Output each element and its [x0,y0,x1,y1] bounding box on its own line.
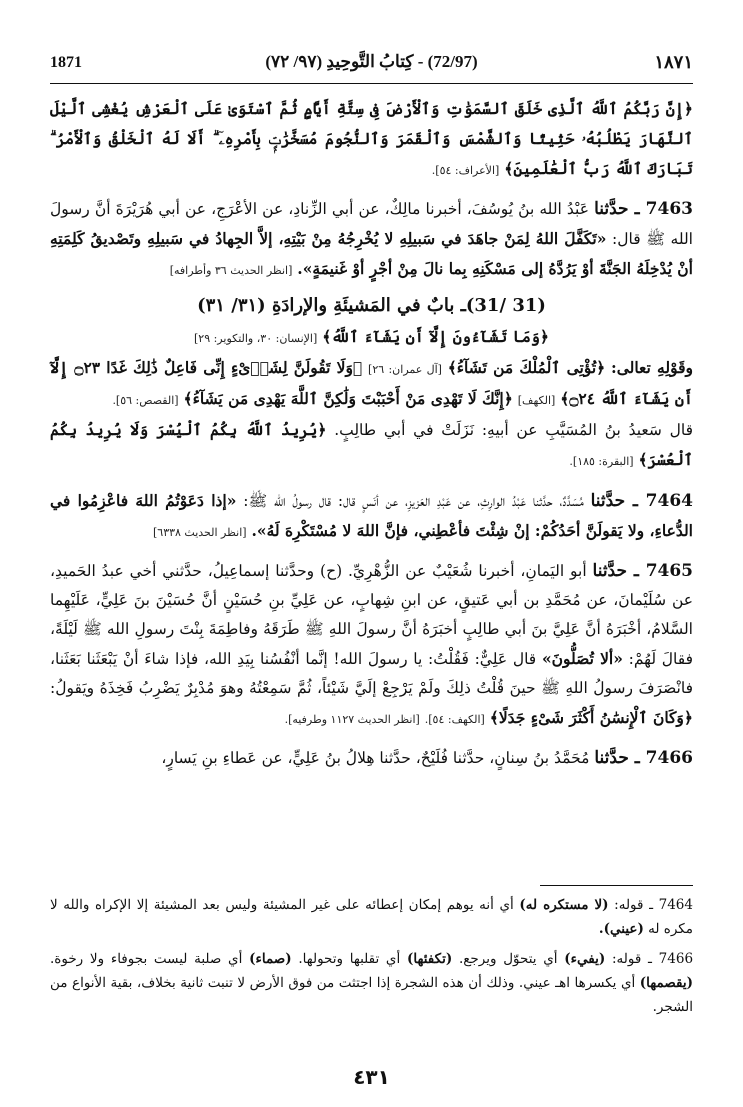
verse-3: ﴿إِنَّكَ لَا تَهْدِى مَنْ أَحْبَبْتَ وَلَٰكِنَّ ٱللَّهَ يَهْدِى مَن يَشَآءُ﴾ [183,389,513,408]
chapter-verses-paragraph [50,353,693,415]
footnote-7466 [50,947,693,1019]
qawluhu-label: وقَوْلِهِ تعالى: [610,358,693,377]
verse-1: ﴿تُؤْتِى ٱلْمُلْكَ مَن تَشَآءُ﴾ [447,358,606,377]
hadith-reference: [انظر الحديث ٣٦ وأطرافه] [169,264,293,277]
footnote-label: 7466 ـ قوله: [611,951,694,967]
verse-2: ﴿وَلَا تَقُولَنَّ لِشَا۟ىْءٍ إِنِّى فَاعِلٌ ذَٰلِكَ غَدًا ۝٢٣ إِلَّآ أَن يَشَآءَ ٱللَّهُ ۝٢٤﴾ [50,358,693,408]
musayyab-text: قال سَعيدُ بنُ المُسَيَّبِ عن أبيهِ: نَزَلَتْ في أبي طالِبٍ. [334,421,693,439]
hadith-text: مُحَمَّدُ بنُ سِنانٍ، حدَّثنا فُلَيْحٌ، حدَّثنا هِلالُ بنُ عَلِيٍّ، عن عَطاءِ بنِ يَسارٍ، [161,749,590,767]
hadith-text: أبو اليَمانِ، أخبرنا شُعَيْبٌ عن الزُّهْرِيِّ. (ح) وحدَّثنا إسماعِيلُ، حدَّثني أخي عبدُ الحَميدِ، عن سُلَيْمانَ، عن مُحَمَّدِ بن أبي عَتيقٍ، عن ابنِ شِهابٍ، عن عَلِيِّ بنِ حُسَيْنٍ أنَّ حُسَيْنَ بنَ عَلِيٍّ، عَلَيْهِما السَّلامُ، أخْبَرَهُ أنَّ عَلِيَّ بنَ أبي طالِبٍ أخبَرَهُ أنَّ رسولَ اللهِ ﷺ طَرَقَهُ وفاطِمَةَ بِنْتَ رسولِ الله ﷺ لَيْلَةً، فقالَ لَهُمْ: [50,562,693,668]
main-text [50,94,693,773]
verse-reference: [الأعراف: ٥٤]. [431,164,500,177]
hadith-reference: [انظر الحديث ١١٢٧ وطرفيه]. [284,713,420,726]
footnote-text: أي يكسرها اهـ عيني. وذلك أن هذه الشجرة إذا اجتثت من فوق الأرض لا تنبت ثانية بخلاف، بقية الأنواع من الشجر. [50,975,693,1015]
hadith-isnad: مُسَدَّدٌ، حدَّثنا عَبْدُ الوارِثِ، عن عَبْدِ العَزيزِ، عن أنَسٍ قال: قال رسولُ الله ﷺ: [243,492,584,510]
hadith-number: 7464 ـ حدَّثنا [590,491,693,511]
musayyab-paragraph [50,415,693,476]
hadith-isnad: عَبْدُ الله بنُ يُوسُفَ، أخبرنا مالِكٌ، عن أبي الزِّنادِ، عن الأعْرَجِ، عن أبي هُرَيْرَةَ أنَّ رسولَ الله ﷺ قال: [50,200,693,248]
hadith-matn: «إذا دَعَوْتُمُ اللهَ فاعْزِمُوا في الدُّعاءِ، ولا يَقولَنَّ أحَدُكُمْ: إنْ شِئْتَ فأعْطِني، فإنَّ اللهَ لا مُسْتَكْرِهَ لَهُ». [50,491,693,540]
chapter-verse: ﴿وَمَا تَشَآءُونَ إِلَّآ أَن يَشَآءَ ٱللَّهُ﴾ [322,327,549,346]
footnote-text: أي صلبة ليست بجوفاء ولا رخوة. [50,951,243,967]
hadith-verse-reference: [الكهف: ٥٤]. [424,713,485,726]
verse-1-reference: [آل عمران: ٢٦] [368,363,442,376]
running-header [50,50,693,80]
hadith-matn: «ألا تُصَلُّونَ» [541,649,623,668]
verse-3-reference: [القصص: ٥٦]. [112,394,179,407]
footnote-keyword: (لا مستكره له) [519,897,609,913]
footnote-keyword: (يفيء) [564,951,606,967]
footer-page-number: ٤٣١ [353,1065,390,1089]
hadith-matn: «تَكَفَّلَ اللهُ لِمَنْ جاهَدَ في سَبيلِهِ لا يُخْرِجُهُ مِنْ بَيْتِهِ، إلاَّ الجِهادُ في سَبيلِهِ وتَصْديقُ كَلِمَتِهِ أنْ يُدْخِلَهُ الجَنَّةَ أوْ يَرُدَّهُ إلى مَسْكَنِهِ بِما نالَ مِنْ أجْرٍ أوْ غَنيمَةٍ». [50,229,693,278]
footnote-text: أي يتحوّل ويرجع. [458,951,558,967]
verse-4-reference: [البقرة: ١٨٥]. [569,455,634,468]
footnote-keyword: (صماء) [249,951,292,967]
chapter-verse-reference: [الإنسان: ٣٠، والتكوير: ٢٩] [193,332,318,345]
chapter-verse-line [50,322,693,353]
hadith-number: 7466 ـ حدَّثنا [594,748,693,768]
footnote-text: أي تقلبها وتحولها. [298,951,401,967]
page-number-latin: 1871 [50,54,82,71]
footnotes [50,893,693,1025]
chapter-title: (31 /31)ـ بابٌ في المَشيئَةِ والإرادَةِ (٣١/ ٣١) [197,295,546,316]
hadith-number: 7465 ـ حدَّثنا [592,561,694,581]
footnote-7464 [50,893,693,941]
quran-verse: ﴿إِنَّ رَبَّكُمُ ٱللَّهُ ٱلَّذِى خَلَقَ ٱلسَّمَوَٰتِ وَٱلْأَرْضَ فِى سِتَّةِ أَيَّامٍ ثُمَّ ٱسْتَوَىٰ عَلَى ٱلْعَرْشِ يُغْشِى ٱلَّيْلَ ٱلنَّهَارَ يَطْلُبُهُۥ حَثِيثًا وَٱلشَّمْسَ وَٱلْقَمَرَ وَٱلنُّجُومَ مُسَخَّرَٰتٍۭ بِأَمْرِهِۦٓ ۗ أَلَا لَهُ ٱلْخَلْقُ وَٱلْأَمْرُ ۗ تَبَارَكَ ٱللَّهُ رَبُّ ٱلْعَٰلَمِينَ﴾ [50,99,693,178]
footnote-keyword: (تكفئها) [406,951,453,967]
header-rule [50,83,693,84]
hadith-number: 7463 ـ حدَّثنا [594,199,693,219]
hadith-7464 [50,486,693,547]
footnote-label: 7464 ـ قوله: [614,897,693,913]
footnote-source: (عيني). [598,921,644,937]
quran-opening-paragraph [50,94,693,185]
verse-2-reference: [الكهف] [517,394,556,407]
hadith-7466 [50,744,693,773]
verse-4: ﴿يُرِيدُ ٱللَّهُ بِكُمُ ٱلْيُسْرَ وَلَا يُرِيدُ بِكُمُ ٱلْعُسْرَ﴾ [50,420,693,469]
hadith-text-continued: قال عَلِيٌّ: فَقُلْتُ: يا رسولَ الله! إنَّما أنْفُسُنا بِيَدِ الله، فإذا شاءَ أنْ يَبْعَثَنا بَعَثَنا، فانْصَرَفَ رسولُ اللهِ ﷺ حينَ قُلْتُ ذلِكَ ولَمْ يَرْجِعْ إلَيَّ شَيْئاً، ثُمَّ سَمِعْتُهُ وهوَ مُدْبِرٌ يَضْرِبُ فَخِذَهُ ويَقولُ: [50,650,693,697]
footnote-text: أي أنه يوهم إمكان إعطائه على غير المشيئة وليس بعد المشيئة إلا الإكراه والله لا مكره له [50,897,693,937]
hadith-7463 [50,195,693,285]
page-number-arabic: ١٨٧١ [654,52,693,72]
footnote-rule [540,885,693,886]
running-title: (72/97) - كِتابُ التَّوحِيدِ (٩٧/ ٧٢) [265,52,478,71]
hadith-7465 [50,557,693,734]
hadith-reference: [انظر الحديث ٦٣٣٨] [152,526,247,539]
footnote-keyword: (يقصمها) [639,975,693,991]
hadith-verse: ﴿وَكَانَ ٱلْإِنسَٰنُ أَكْثَرَ شَىْءٍ جَدَلًا﴾ [489,708,693,727]
